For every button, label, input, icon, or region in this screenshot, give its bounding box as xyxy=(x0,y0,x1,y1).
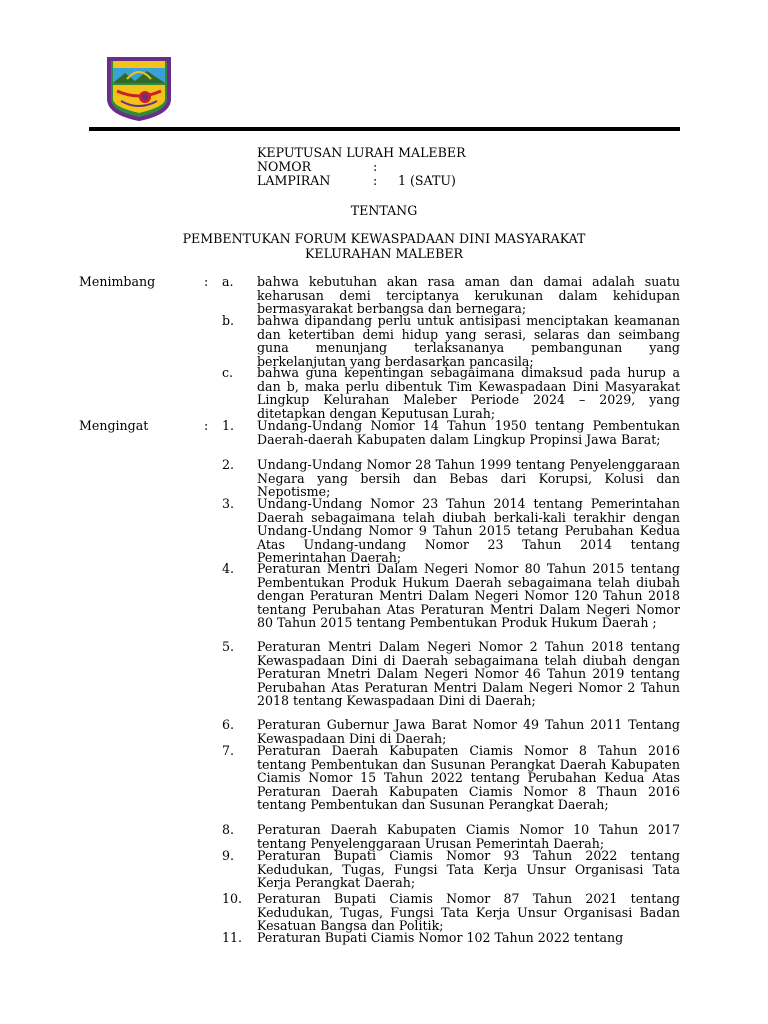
item-marker: 5. xyxy=(222,639,235,654)
item-text: Undang-Undang Nomor 23 Tahun 2014 tentang Pemerintahan Daerah sebagaimana telah diubah berkali-kali terakhir dengan Undang-Undang Nomor 9 Tahun 2015 tetang Perubahan Kedua Atas Undang-undang Nomor 23 Tahun 2014 tentang Pemerintahan Daerah; xyxy=(257,496,680,566)
menimbang-item-b xyxy=(222,314,680,368)
tentang-heading: TENTANG xyxy=(350,203,418,218)
item-text: bahwa dipandang perlu untuk antisipasi menciptakan keamanan dan ketertiban demi hidup yang serasi, selaras dan seimbang guna menunjang terlaksananya pembangunan yang berkelanjutan yang berdasarkan pancasila; xyxy=(257,313,680,369)
item-marker: 8. xyxy=(222,822,235,837)
item-marker: 10. xyxy=(222,891,243,906)
item-text: bahwa guna kepentingan sebagaimana dimaksud pada hurup a dan b, maka perlu dibentuk Tim Kewaspadaan Dini Masyarakat Lingkup Kelurahan Maleber Periode 2024 – 2029, yang ditetapkan dengan Keputusan Lurah; xyxy=(257,365,680,421)
mengingat-item-7 xyxy=(222,744,680,812)
menimbang-item-a xyxy=(222,275,680,316)
mengingat-item-2 xyxy=(222,458,680,499)
lampiran-colon: : xyxy=(373,173,378,188)
mengingat-item-6 xyxy=(222,718,680,745)
item-text: Peraturan Bupati Ciamis Nomor 87 Tahun 2021 tentang Kedudukan, Tugas, Fungsi Tata Kerja Unsur Organisasi Badan Kesatuan Bangsa dan Politik; xyxy=(257,891,680,934)
decree-header xyxy=(257,146,466,188)
subject-line-2: KELURAHAN MALEBER xyxy=(304,246,464,261)
item-marker: a. xyxy=(222,274,234,289)
item-marker: 6. xyxy=(222,717,235,732)
item-marker: b. xyxy=(222,313,235,328)
nomor-row xyxy=(257,160,466,174)
subject-line-1: PEMBENTUKAN FORUM KEWASPADAAN DINI MASYARAKAT xyxy=(182,231,586,246)
decree-title: KEPUTUSAN LURAH MALEBER xyxy=(257,145,466,160)
item-text: Peraturan Gubernur Jawa Barat Nomor 49 Tahun 2011 Tentang Kewaspadaan Dini di Daerah; xyxy=(257,717,680,746)
header-divider xyxy=(89,127,680,131)
mengingat-item-3 xyxy=(222,497,680,565)
item-text: Peraturan Daerah Kabupaten Ciamis Nomor 10 Tahun 2017 tentang Penyelenggaraan Urusan Pemerintah Daerah; xyxy=(257,822,680,851)
item-marker: 3. xyxy=(222,496,235,511)
mengingat-colon: : xyxy=(204,418,209,433)
regency-emblem-logo xyxy=(105,55,173,121)
menimbang-colon: : xyxy=(204,274,209,289)
mengingat-label: Mengingat xyxy=(79,418,149,433)
item-marker: 11. xyxy=(222,930,243,945)
item-text: bahwa kebutuhan akan rasa aman dan damai adalah suatu keharusan demi terciptanya kerukunan dalam kehidupan bermasyarakat berbangsa dan bernegara; xyxy=(257,274,680,317)
nomor-colon: : xyxy=(373,159,378,174)
mengingat-item-8 xyxy=(222,823,680,850)
item-marker: 1. xyxy=(222,418,235,433)
lampiran-label: LAMPIRAN xyxy=(257,173,331,188)
item-text: Peraturan Mentri Dalam Negeri Nomor 2 Tahun 2018 tentang Kewaspadaan Dini di Daerah sebagaimana telah diubah dengan Peraturan Mnetri Dalam Negeri Nomor 46 Tahun 2019 tentang Perubahan Atas Peraturan Mentri Dalam Negeri Nomor 2 Tahun 2018 tentang Kewaspadaan Dini di Daerah; xyxy=(257,639,680,709)
mengingat-item-11 xyxy=(222,931,680,945)
item-text: Peraturan Mentri Dalam Negeri Nomor 80 Tahun 2015 tentang Pembentukan Produk Hukum Daerah sebagaimana telah diubah dengan Peraturan Mentri Dalam Negeri Nomor 120 Tahun 2018 tentang Perubahan Atas Peraturan Mentri Dalam Negeri Nomor 80 Tahun 2015 tentang Pembentukan Produk Hukum Daerah ; xyxy=(257,561,680,631)
lampiran-row xyxy=(257,174,466,188)
item-text: Undang-Undang Nomor 28 Tahun 1999 tentang Penyelenggaraan Negara yang bersih dan Bebas dari Korupsi, Kolusi dan Nepotisme; xyxy=(257,457,680,500)
decree-subject xyxy=(0,231,768,261)
mengingat-item-4 xyxy=(222,562,680,630)
mengingat-item-5 xyxy=(222,640,680,708)
item-marker: c. xyxy=(222,365,234,380)
item-marker: 7. xyxy=(222,743,235,758)
menimbang-label: Menimbang xyxy=(79,274,156,289)
item-text: Peraturan Bupati Ciamis Nomor 93 Tahun 2022 tentang Kedudukan, Tugas, Fungsi Tata Kerja Unsur Organisasi Tata Kerja Perangkat Daerah; xyxy=(257,848,680,891)
mengingat-item-10 xyxy=(222,892,680,933)
menimbang-item-c xyxy=(222,366,680,420)
item-marker: 2. xyxy=(222,457,235,472)
mengingat-item-9 xyxy=(222,849,680,890)
item-text: Peraturan Daerah Kabupaten Ciamis Nomor 8 Tahun 2016 tentang Pembentukan dan Susunan Perangkat Daerah Kabupaten Ciamis Nomor 15 Tahun 2022 tentang Perubahan Kedua Atas Peraturan Daerah Kabupaten Ciamis Nomor 8 Thaun 2016 tentang Pembentukan dan Susunan Perangkat Daerah; xyxy=(257,743,680,813)
mengingat-item-1 xyxy=(222,419,680,446)
lampiran-value: 1 (SATU) xyxy=(398,173,456,188)
item-marker: 4. xyxy=(222,561,235,576)
item-marker: 9. xyxy=(222,848,235,863)
nomor-label: NOMOR xyxy=(257,159,312,174)
item-text: Peraturan Bupati Ciamis Nomor 102 Tahun 2022 tentang xyxy=(257,930,624,945)
item-text: Undang-Undang Nomor 14 Tahun 1950 tentang Pembentukan Daerah-daerah Kabupaten dalam Lingkup Propinsi Jawa Barat; xyxy=(257,418,680,447)
